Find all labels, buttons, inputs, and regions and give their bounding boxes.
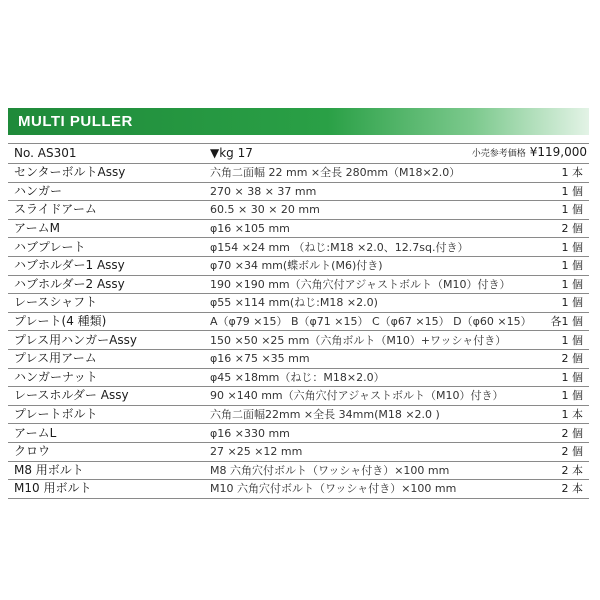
part-quantity: 1 個 — [399, 238, 590, 257]
table-row — [8, 219, 589, 238]
table-row — [8, 461, 589, 480]
part-quantity: 各1 個 — [399, 312, 590, 331]
part-quantity: 1 個 — [399, 275, 590, 294]
part-spec: φ45 ×18mm（ねじ：M18×2.0） — [208, 368, 399, 387]
part-spec: 六角二面幅22mm ×全長 34mm(M18 ×2.0 ) — [208, 405, 399, 424]
table-row — [8, 405, 589, 424]
part-name: M8 用ボルト — [8, 461, 208, 480]
part-quantity: 2 個 — [399, 424, 590, 443]
table-row — [8, 238, 589, 257]
part-name: アームL — [8, 424, 208, 443]
part-spec: φ154 ×24 mm （ねじ:M18 ×2.0、12.7sq.付き） — [208, 238, 399, 257]
part-name: プレス用ハンガーAssy — [8, 331, 208, 350]
part-spec: 27 ×25 ×12 mm — [208, 442, 399, 461]
part-name: アームM — [8, 219, 208, 238]
part-spec: 六角二面幅 22 mm ×全長 280mm（M18×2.0） — [208, 164, 399, 183]
part-quantity: 2 個 — [399, 349, 590, 368]
part-spec: 190 ×190 mm（六角穴付アジャストボルト（M10）付き） — [208, 275, 399, 294]
table-row — [8, 275, 589, 294]
part-quantity: 1 個 — [399, 387, 590, 406]
part-quantity: 1 個 — [399, 182, 590, 201]
part-spec: A（φ79 ×15） B（φ71 ×15） C（φ67 ×15） D（φ60 ×15） — [208, 312, 399, 331]
part-name: クロウ — [8, 442, 208, 461]
part-spec: φ16 ×75 ×35 mm — [208, 349, 399, 368]
part-quantity: 1 本 — [399, 405, 590, 424]
part-name: ハブプレート — [8, 238, 208, 257]
table-row — [8, 331, 589, 350]
table-row — [8, 387, 589, 406]
price-value: ¥119,000 — [529, 145, 587, 159]
part-name: レースホルダー Assy — [8, 387, 208, 406]
part-name: ハンガーナット — [8, 368, 208, 387]
parts-table — [8, 143, 589, 499]
part-name: プレートボルト — [8, 405, 208, 424]
part-spec: φ55 ×114 mm(ねじ:M18 ×2.0) — [208, 294, 399, 313]
part-name: ハンガー — [8, 182, 208, 201]
part-quantity: 1 本 — [399, 164, 590, 183]
table-row — [8, 294, 589, 313]
part-quantity: 2 個 — [399, 442, 590, 461]
part-name: ハブホルダー1 Assy — [8, 256, 208, 275]
section-header-bar — [8, 108, 589, 135]
section-title: MULTI PULLER — [18, 113, 133, 130]
table-row — [8, 312, 589, 331]
model-number: No. AS301 — [8, 144, 208, 164]
part-name: プレート(4 種類) — [8, 312, 208, 331]
part-spec: M10 六角穴付ボルト（ワッシャ付き）×100 mm — [208, 480, 399, 499]
part-name: ハブホルダー2 Assy — [8, 275, 208, 294]
price-label: 小売参考価格 — [471, 149, 526, 159]
part-name: スライドアーム — [8, 201, 208, 220]
table-row — [8, 164, 589, 183]
part-name: センターボルトAssy — [8, 164, 208, 183]
table-row — [8, 349, 589, 368]
part-spec: 150 ×50 ×25 mm（六角ボルト（M10）+ワッシャ付き） — [208, 331, 399, 350]
part-spec: M8 六角穴付ボルト（ワッシャ付き）×100 mm — [208, 461, 399, 480]
part-name: プレス用アーム — [8, 349, 208, 368]
part-spec: 90 ×140 mm（六角穴付アジャストボルト（M10）付き） — [208, 387, 399, 406]
product-meta-row — [8, 144, 589, 164]
part-quantity: 1 個 — [399, 368, 590, 387]
part-spec: φ70 ×34 mm(蝶ボルト(M6)付き) — [208, 256, 399, 275]
part-quantity: 2 個 — [399, 219, 590, 238]
part-quantity: 1 個 — [399, 331, 590, 350]
part-name: M10 用ボルト — [8, 480, 208, 499]
part-name: レースシャフト — [8, 294, 208, 313]
table-row — [8, 480, 589, 499]
table-row — [8, 256, 589, 275]
table-row — [8, 368, 589, 387]
part-quantity: 2 本 — [399, 480, 590, 499]
weight-value: ▼kg 17 — [210, 146, 253, 160]
table-row — [8, 424, 589, 443]
table-row — [8, 182, 589, 201]
part-spec: φ16 ×330 mm — [208, 424, 399, 443]
part-spec: 60.5 × 30 × 20 mm — [208, 201, 399, 220]
part-quantity: 1 個 — [399, 201, 590, 220]
table-row — [8, 201, 589, 220]
table-row — [8, 442, 589, 461]
part-quantity: 1 個 — [399, 256, 590, 275]
part-spec: φ16 ×105 mm — [208, 219, 399, 238]
part-quantity: 2 本 — [399, 461, 590, 480]
part-spec: 270 × 38 × 37 mm — [208, 182, 399, 201]
part-quantity: 1 個 — [399, 294, 590, 313]
meta-details — [208, 144, 589, 164]
price-group — [472, 144, 587, 163]
